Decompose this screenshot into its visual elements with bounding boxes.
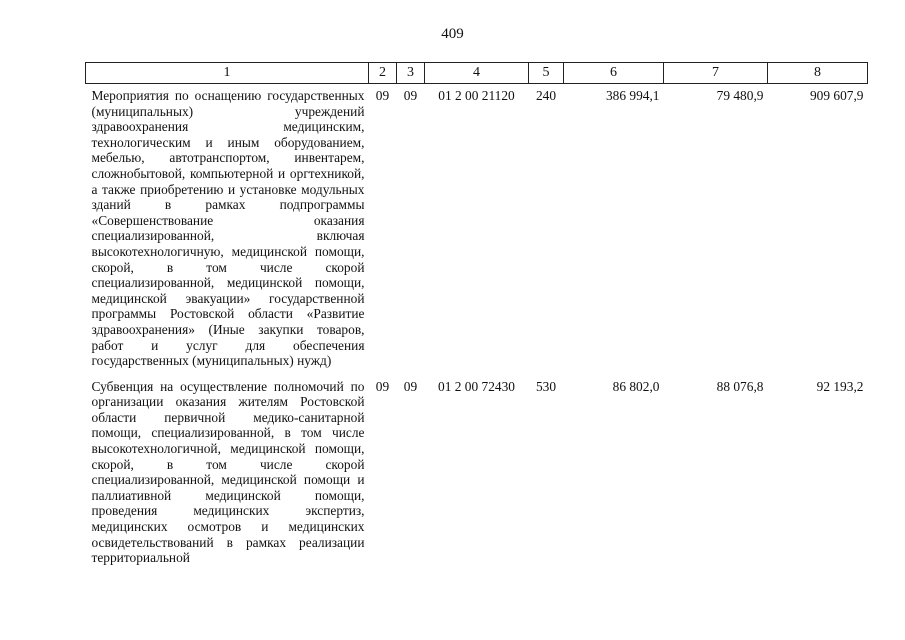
row-target-article: 01 2 00 21120	[438, 88, 515, 103]
row-section-code: 09	[375, 378, 390, 394]
row-amount-col8: 909 607,9	[809, 88, 864, 103]
row-amount-col6: 386 994,1	[605, 88, 660, 103]
row-subsection-code: 09	[403, 378, 418, 394]
row-amount-col7: 88 076,8	[716, 378, 764, 394]
row-target-article: 01 2 00 72430	[438, 378, 515, 394]
row-subsection-code: 09	[403, 88, 418, 103]
row-description: Субвенция на осуществление полномочий по организации оказания жителям Ростовской области первичной медико-санитарной помощи, специализированной, в том числе высокотехнологичной, медицинской помощи, скорой, в том числе скорой специализированной, медицинской помощи и паллиативной медицинской помощи, проведения медицинских экспертиз, медицинских осмотров и медицинских освидетельствований в рамках реализации территориальной	[91, 378, 365, 566]
column-header-8: 8	[768, 63, 868, 84]
row-amount-col7: 79 480,9	[716, 88, 764, 103]
column-header-6: 6	[564, 63, 664, 84]
table-row	[86, 84, 868, 369]
budget-table	[85, 62, 868, 566]
table-header-row	[86, 63, 868, 84]
row-description: Мероприятия по оснащению государственных (муниципальных) учреждений здравоохранения медицинским, технологическим и иным оборудованием, мебелью, автотранспортом, инвентарем, сложнобытовой, компьютерной и оргтехникой, а также приобретению и установке модульных зданий в рамках подпрограммы «Совершенствование оказания специализированной, включая высокотехнологичную, медицинской помощи, скорой, в том числе скорой специализированной, медицинской помощи, медицинской эвакуации» государственной программы Ростовской области «Развитие здравоохранения» (Иные закупки товаров, работ и услуг для обеспечения государственных (муниципальных) нужд)	[91, 88, 365, 369]
table-row	[86, 369, 868, 566]
column-header-5: 5	[529, 63, 564, 84]
row-amount-col8: 92 193,2	[816, 378, 864, 394]
column-header-1: 1	[86, 63, 369, 84]
column-header-7: 7	[664, 63, 768, 84]
column-header-4: 4	[425, 63, 529, 84]
row-section-code: 09	[375, 88, 390, 103]
row-expense-type: 240	[535, 88, 557, 103]
page-number: 409	[441, 26, 464, 42]
column-header-2: 2	[369, 63, 397, 84]
row-expense-type: 530	[535, 378, 557, 394]
column-header-3: 3	[397, 63, 425, 84]
row-amount-col6: 86 802,0	[612, 378, 660, 394]
